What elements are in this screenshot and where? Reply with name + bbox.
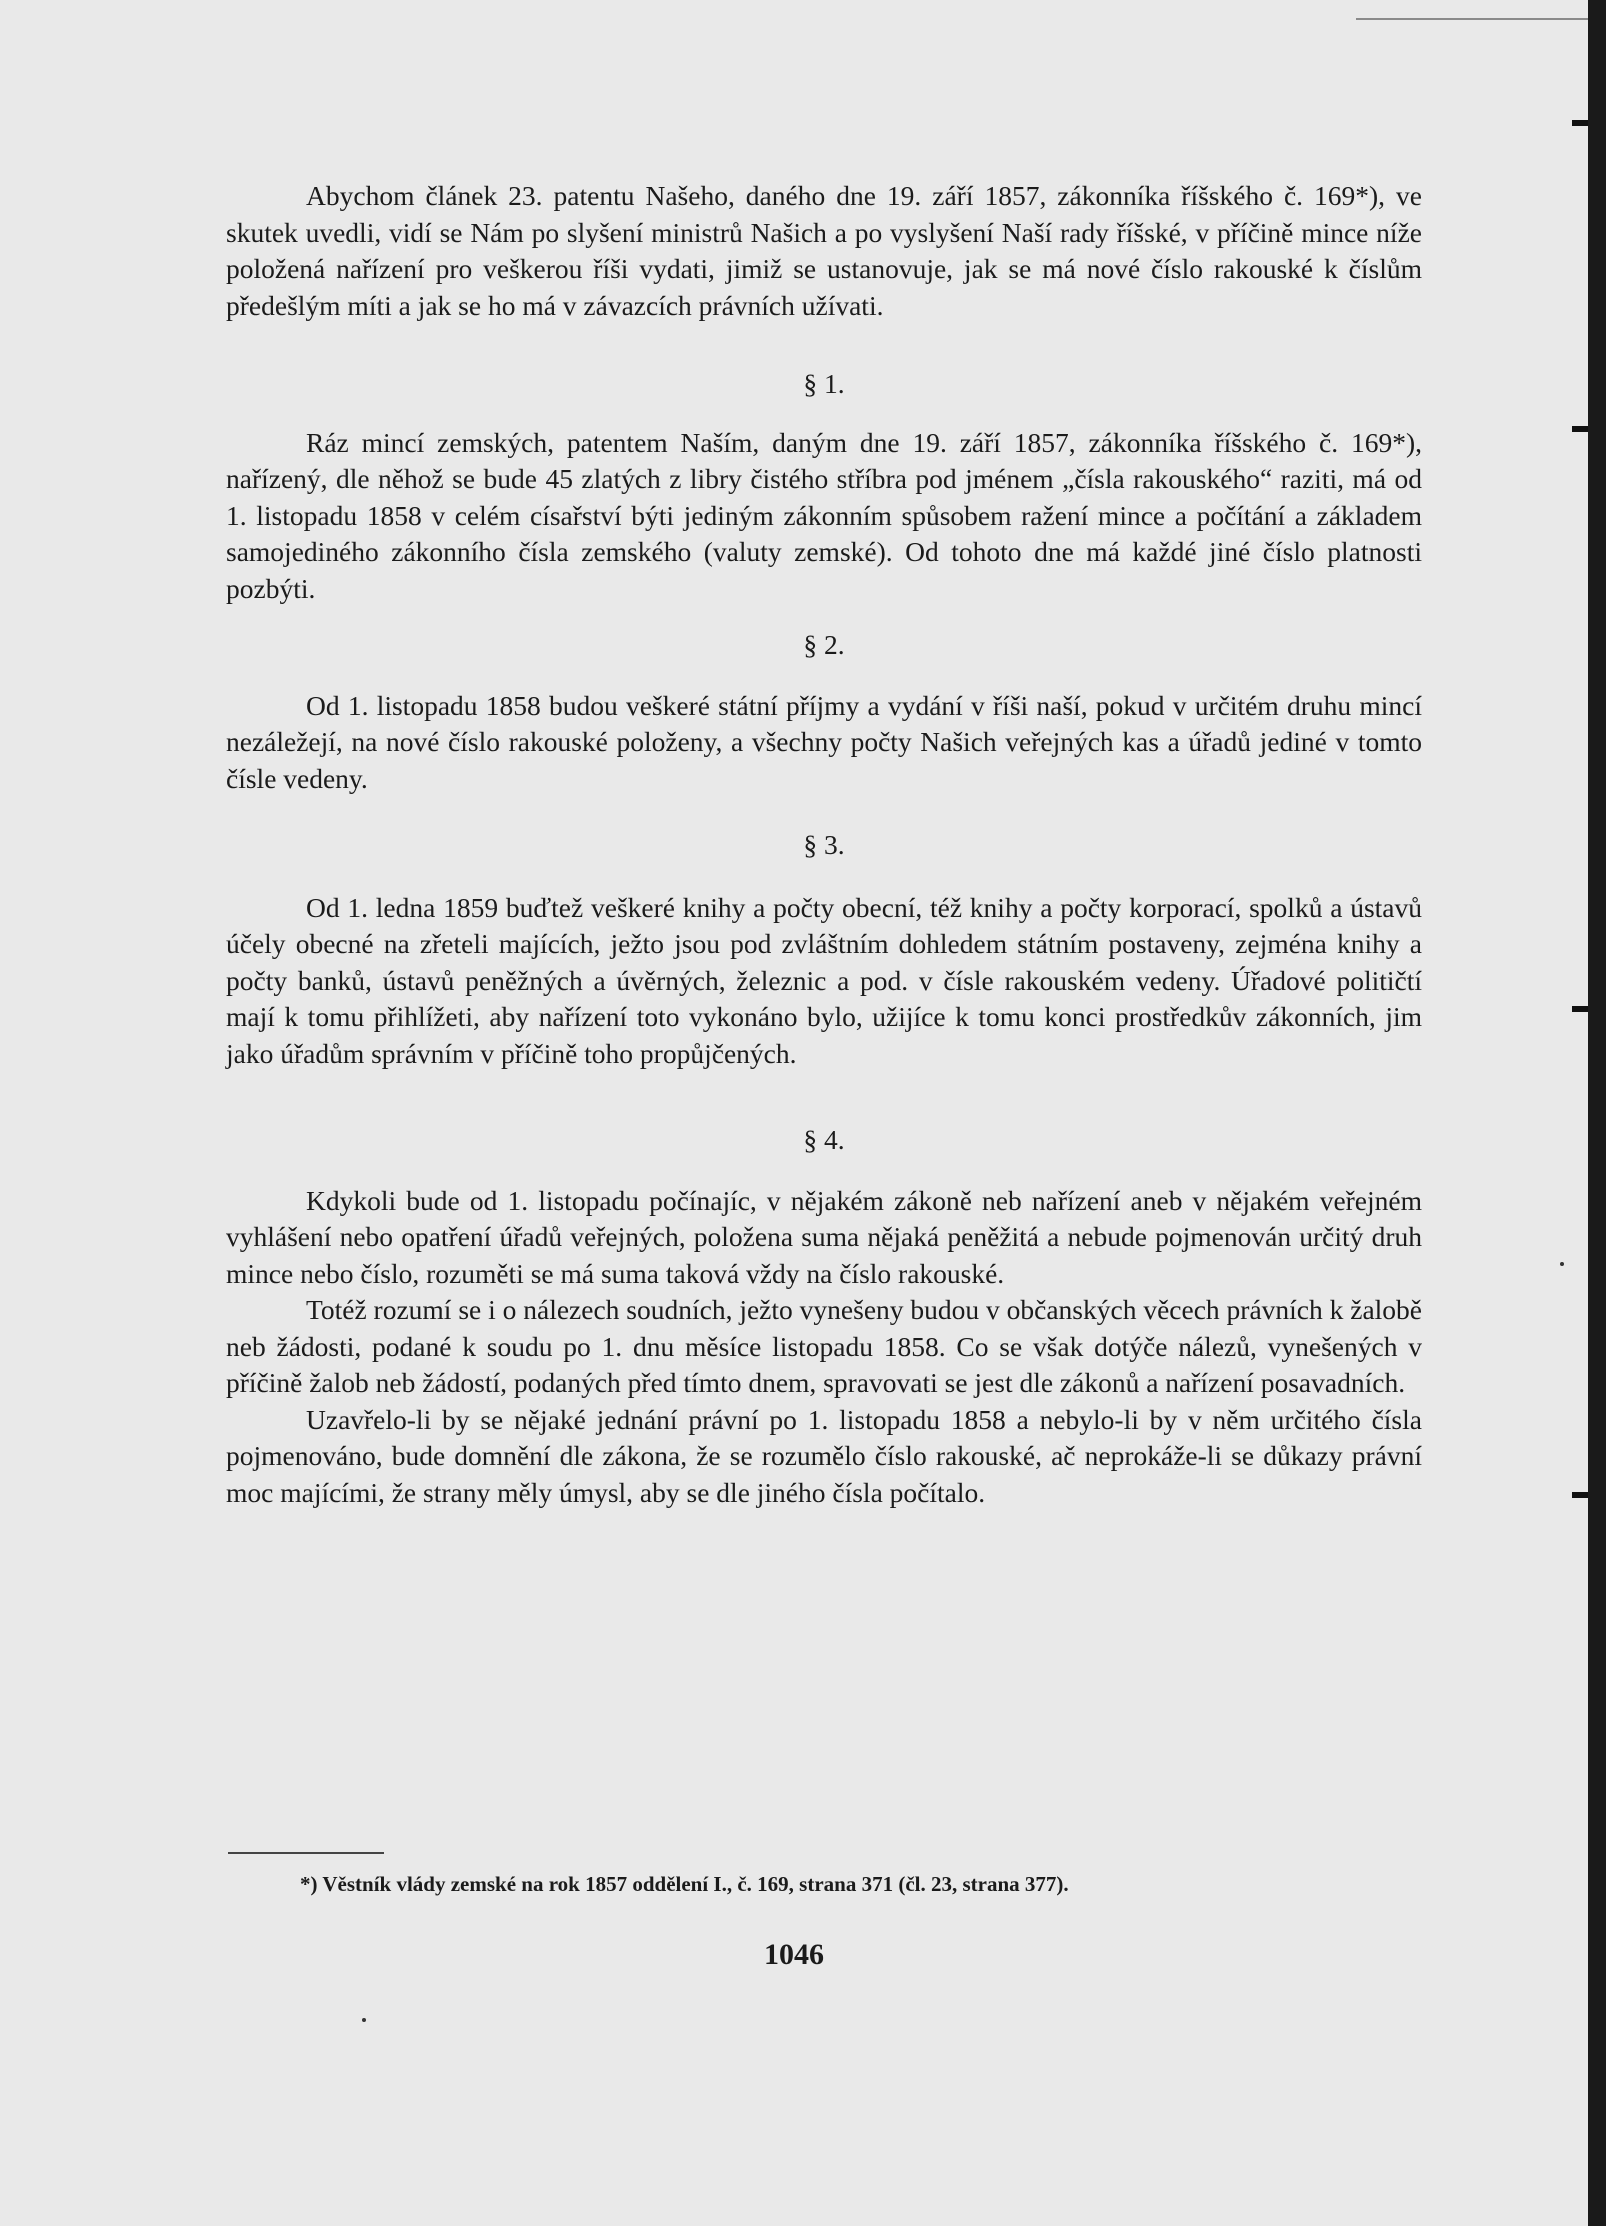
section-4-paragraph-1: Kdykoli bude od 1. listopadu počínajíc, v nějakém zákoně neb nařízení aneb v nějakém veřejném vyhlášení nebo opatření úřadů veřejných, položena suma nějaká peněžitá a nebude pojmenován určitý druh mince nebo číslo, rozuměti se má suma taková vždy na číslo rakouské. (226, 1184, 1422, 1289)
footnote: *) Věstník vlády zemské na rok 1857 oddělení I., č. 169, strana 371 (čl. 23, strana 377). (300, 1872, 1069, 1896)
section-heading-3: § 3. (803, 829, 845, 860)
body-text (226, 178, 1422, 1511)
section-4-paragraph-2: Totéž rozumí se i o nálezech soudních, ježto vynešeny budou v občanských věcech právních k žalobě neb žádosti, podané k soudu po 1. dnu měsíce listopadu 1858. Co se však dotýče nálezů, vynešených v příčině žalob neb žádostí, podaných před tímto dnem, spravovati se jest dle zákonů a nařízení posavadních. (226, 1294, 1423, 1398)
section-3-paragraph: Od 1. ledna 1859 buďtež veškeré knihy a počty obecní, též knihy a počty korporací, spolků a ústavů účely obecné na zřeteli majících, ježto jsou pod zvláštním dohledem státním postaveny, zejména knihy a počty banků, ústavů peněžných a úvěrných, železnic a pod. v čísle rakouském vedeny. Úřadové političtí mají k tomu přihlížeti, aby nařízení toto vykonáno bylo, užijíce k tomu konci prostředkův zákonních, jim jako úřadům správním v příčině toho propůjčených. (226, 891, 1422, 1069)
scan-speck (1560, 1262, 1564, 1266)
section-2-paragraph: Od 1. listopadu 1858 budou veškeré státní příjmy a vydání v říši naší, pokud v určitém druhu mincí nezáležejí, na nové číslo rakouské položeny, a všechny počty Našich veřejných kas a úřadů jediné v tomto čísle vedeny. (226, 689, 1422, 794)
scan-speck (362, 2018, 366, 2022)
section-heading-4: § 4. (803, 1124, 845, 1155)
scan-edge-mark (1572, 426, 1588, 432)
section-heading-1: § 1. (803, 368, 845, 399)
section-heading-2: § 2. (803, 629, 845, 660)
section-1-paragraph: Ráz mincí zemských, patentem Naším, daným dne 19. září 1857, zákonníka říšského č. 169*), nařízený, dle něhož se bude 45 zlatých z libry čistého stříbra pod jménem „čísla rakouského“ raziti, má od 1. listopadu 1858 v celém císařství býti jediným zákonním spůsobem ražení mince a počítání a základem samojediného zákonního čísla zemského (valuty zemské). Od tohoto dne má každé jiné číslo platnosti pozbýti. (226, 426, 1422, 604)
section-4-paragraph-3: Uzavřelo-li by se nějaké jednání právní po 1. listopadu 1858 a nebylo-li by v něm určitého čísla pojmenováno, bude domnění dle zákona, že se rozumělo číslo rakouské, ač neprokáže-li se důkazy právní moc majícími, že strany měly úmysl, aby se dle jiného čísla počítalo. (226, 1403, 1422, 1508)
scan-edge-rule (1356, 18, 1588, 20)
scan-edge-mark (1572, 1006, 1588, 1012)
page-number: 1046 (764, 1938, 824, 1971)
scan-border (1588, 0, 1606, 2226)
scan-edge-mark (1572, 120, 1588, 126)
intro-paragraph: Abychom článek 23. patentu Našeho, daného dne 19. září 1857, zákonníka říšského č. 169*), ve skutek uvedli, vidí se Nám po slyšení ministrů Našich a po vyslyšení Naší rady říšské, v příčině mince níže položená nařízení pro veškerou říši vydati, jimiž se ustanovuje, jak se má nové číslo rakouské k číslům předešlým míti a jak se ho má v závazcích právních užívati. (226, 180, 1422, 321)
footnote-rule (228, 1852, 384, 1854)
scan-edge-mark (1572, 1492, 1588, 1498)
